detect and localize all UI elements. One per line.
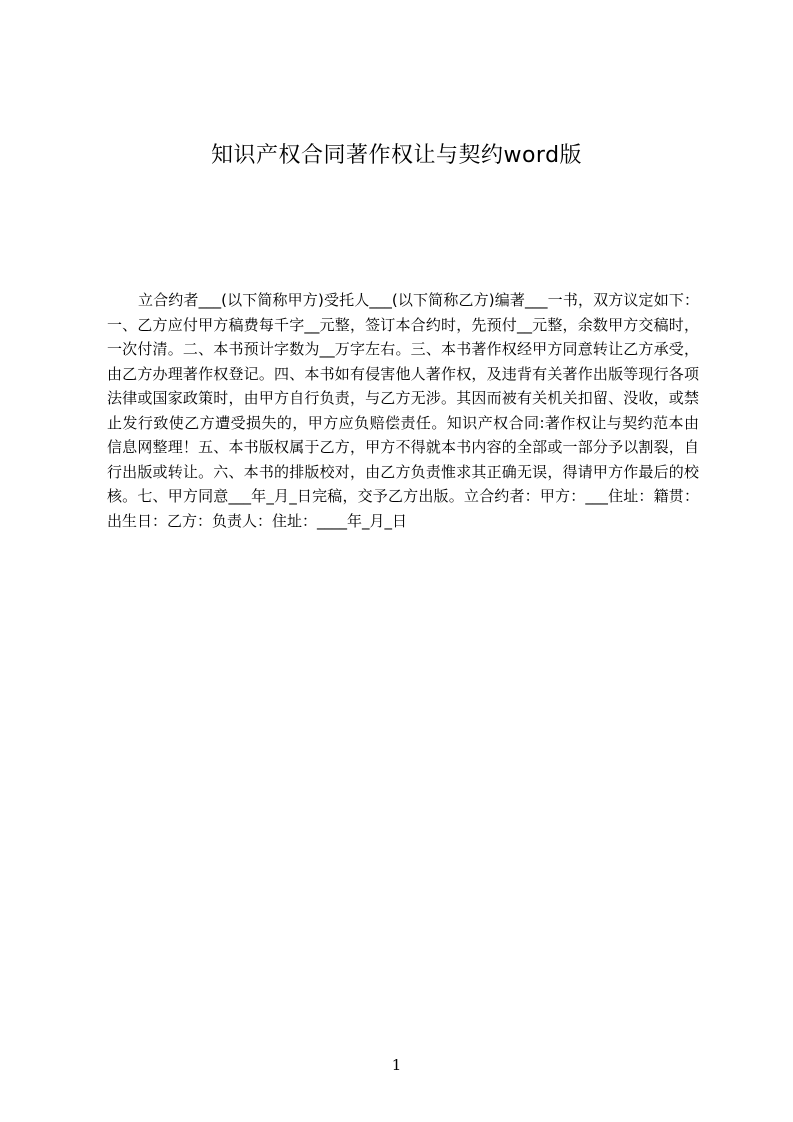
- contract-body-paragraph: 立合约者___(以下简称甲方)受托人___(以下简称乙方)编著___一书，双方议定如下：一、乙方应付甲方稿费每千字__元整，签订本合约时，先预付__元整，余数甲方交稿时，一次付清。二、本书预计字数为__万字左右。三、本书著作权经甲方同意转让乙方承受，由乙方办理著作权登记。四、本书如有侵害他人著作权，及违背有关著作出版等现行各项法律或国家政策时，由甲方自行负责，与乙方无涉。其因而被有关机关扣留、没收，或禁止发行致使乙方遭受损失的，甲方应负赔偿责任。知识产权合同:著作权让与契约范本由 信息网整理！五、本书版权属于乙方，甲方不得就本书内容的全部或一部分予以割裂，自行出版或转让。六、本书的排版校对，由乙方负责惟求其正确无误，得请甲方作最后的校核。七、甲方同意___年_月_日完稿，交予乙方出版。立合约者：甲方：___住址：籍贯：出生日：乙方：负责人：住址：____年_月_日: [107, 291, 699, 530]
- document-title: 知识产权合同著作权让与契约word版: [210, 143, 583, 168]
- page-number: 1: [391, 1056, 402, 1074]
